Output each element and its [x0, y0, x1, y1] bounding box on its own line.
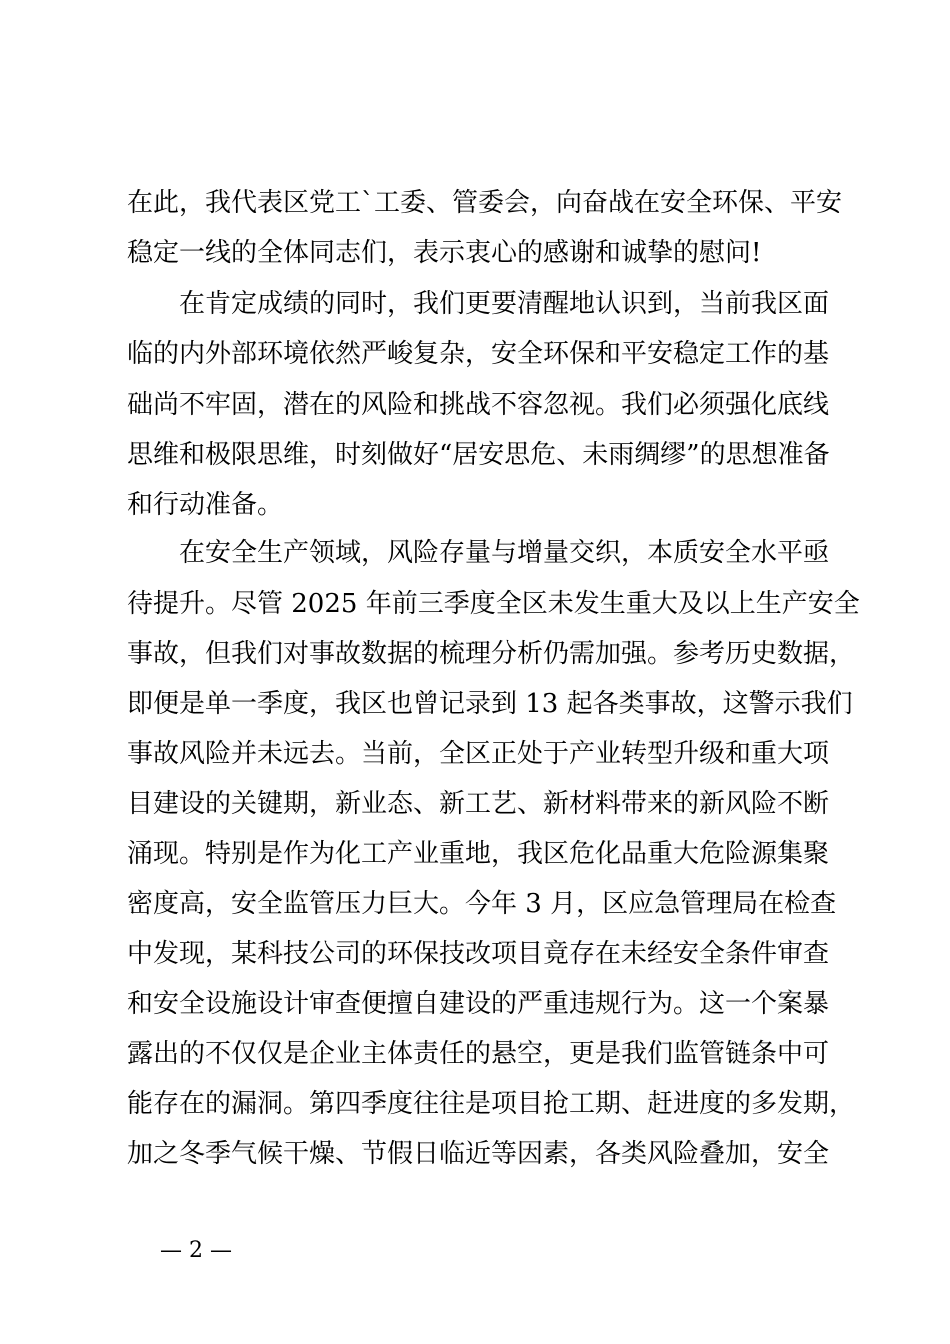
- text-line: 在此，我代表区党工`工委、管委会，向奋战在安全环保、平安: [127, 188, 843, 218]
- text-line: 础尚不牢固，潜在的风险和挑战不容忽视。我们必须强化底线: [127, 390, 830, 420]
- page-number: — 2 —: [160, 1238, 232, 1263]
- text-line: 和安全设施设计审查便擅自建设的严重违规行为。这一个案暴: [127, 989, 830, 1019]
- paragraph-start-line: 在肯定成绩的同时，我们更要清醒地认识到，当前我区面: [179, 289, 830, 319]
- text-line: 目建设的关键期，新业态、新工艺、新材料带来的新风险不断: [127, 789, 830, 819]
- text-line: 和行动准备。: [127, 490, 284, 520]
- text-line: 思维和极限思维，时刻做好“居安思危、未雨绸缪”的思想准备: [127, 440, 830, 470]
- text-line: 即便是单一季度，我区也曾记录到 13 起各类事故，这警示我们: [127, 689, 853, 719]
- text-line: 涌现。特别是作为化工产业重地，我区危化品重大危险源集聚: [127, 839, 830, 869]
- text-line: 事故，但我们对事故数据的梳理分析仍需加强。参考历史数据，: [127, 639, 856, 669]
- text-line: 露出的不仅仅是企业主体责任的悬空，更是我们监管链条中可: [127, 1039, 830, 1069]
- text-line: 待提升。尽管 2025 年前三季度全区未发生重大及以上生产安全: [127, 589, 860, 619]
- paragraph-start-line: 在安全生产领域，风险存量与增量交织，本质安全水平亟: [179, 538, 830, 568]
- text-line: 临的内外部环境依然严峻复杂，安全环保和平安稳定工作的基: [127, 339, 830, 369]
- text-line: 加之冬季气候干燥、节假日临近等因素，各类风险叠加，安全: [127, 1139, 830, 1169]
- text-line: 事故风险并未远去。当前，全区正处于产业转型升级和重大项: [127, 739, 830, 769]
- text-line: 稳定一线的全体同志们，表示衷心的感谢和诚挚的慰问!: [127, 238, 762, 268]
- text-line: 密度高，安全监管压力巨大。今年 3 月，区应急管理局在检查: [127, 889, 837, 919]
- text-line: 能存在的漏洞。第四季度往往是项目抢工期、赶进度的多发期，: [127, 1089, 856, 1119]
- text-line: 中发现，某科技公司的环保技改项目竟存在未经安全条件审查: [127, 939, 830, 969]
